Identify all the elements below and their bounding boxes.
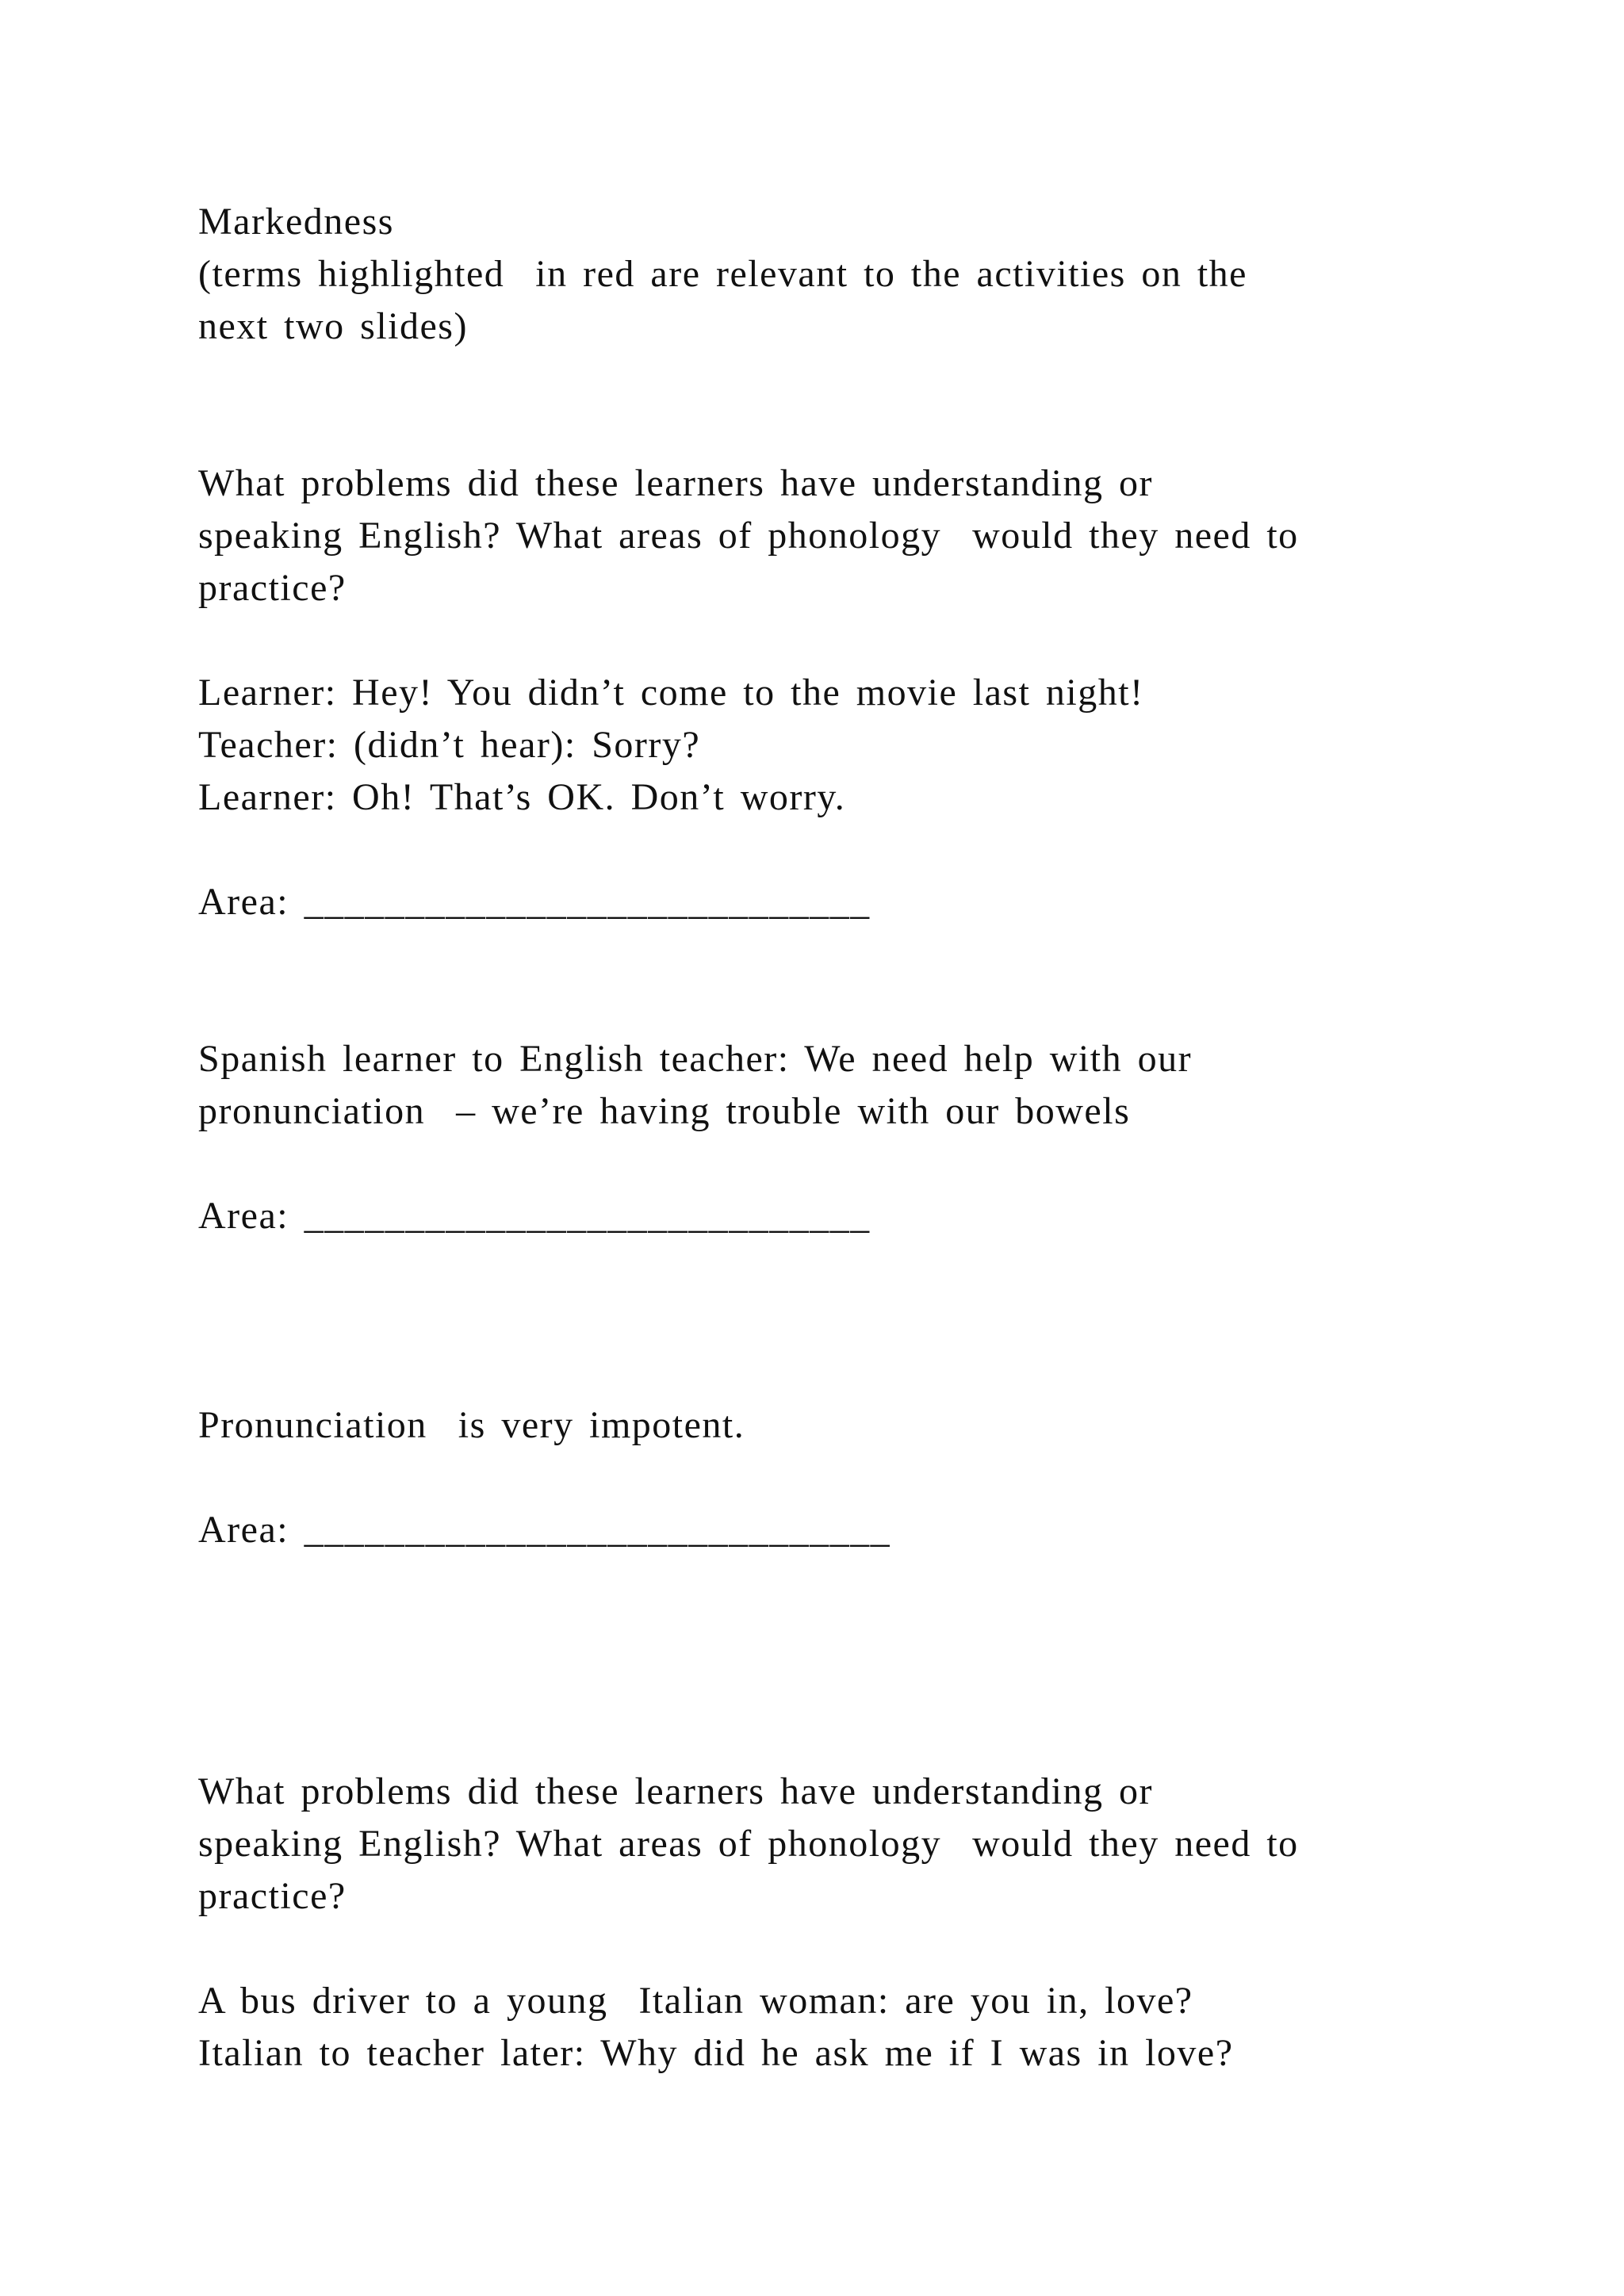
dialogue-1-line-2: Teacher: (didn’t hear): Sorry? (198, 724, 701, 766)
question-1-line-3: practice? (198, 567, 347, 609)
area-blank-2: Area: ____________________________ (198, 1195, 871, 1237)
spanish-example-line-2: pronunciation – we’re having trouble with our bowels (198, 1090, 1131, 1132)
spanish-example-line-1: Spanish learner to English teacher: We need help with our (198, 1038, 1193, 1080)
dialogue-2-line-2: Italian to teacher later: Why did he ask me if I was in love? (198, 2032, 1234, 2074)
area-blank-1: Area: ____________________________ (198, 881, 871, 923)
dialogue-1-line-1: Learner: Hey! You didn’t come to the movie last night! (198, 672, 1144, 714)
document-heading: Markedness (198, 201, 394, 243)
intro-line-2: next two slides) (198, 305, 468, 347)
question-1-line-1: What problems did these learners have understanding or (198, 462, 1153, 504)
question-1-line-2: speaking English? What areas of phonology would they need to (198, 515, 1299, 557)
pronunciation-example: Pronunciation is very impotent. (198, 1404, 745, 1446)
question-2-line-1: What problems did these learners have understanding or (198, 1770, 1153, 1812)
intro-line-1: (terms highlighted in red are relevant to the activities on the (198, 253, 1247, 295)
area-blank-3: Area: _____________________________ (198, 1509, 891, 1551)
question-2-line-2: speaking English? What areas of phonology would they need to (198, 1823, 1299, 1865)
question-2-line-3: practice? (198, 1875, 347, 1917)
dialogue-2-line-1: A bus driver to a young Italian woman: are you in, love? (198, 1980, 1193, 2022)
dialogue-1-line-3: Learner: Oh! That’s OK. Don’t worry. (198, 776, 846, 818)
